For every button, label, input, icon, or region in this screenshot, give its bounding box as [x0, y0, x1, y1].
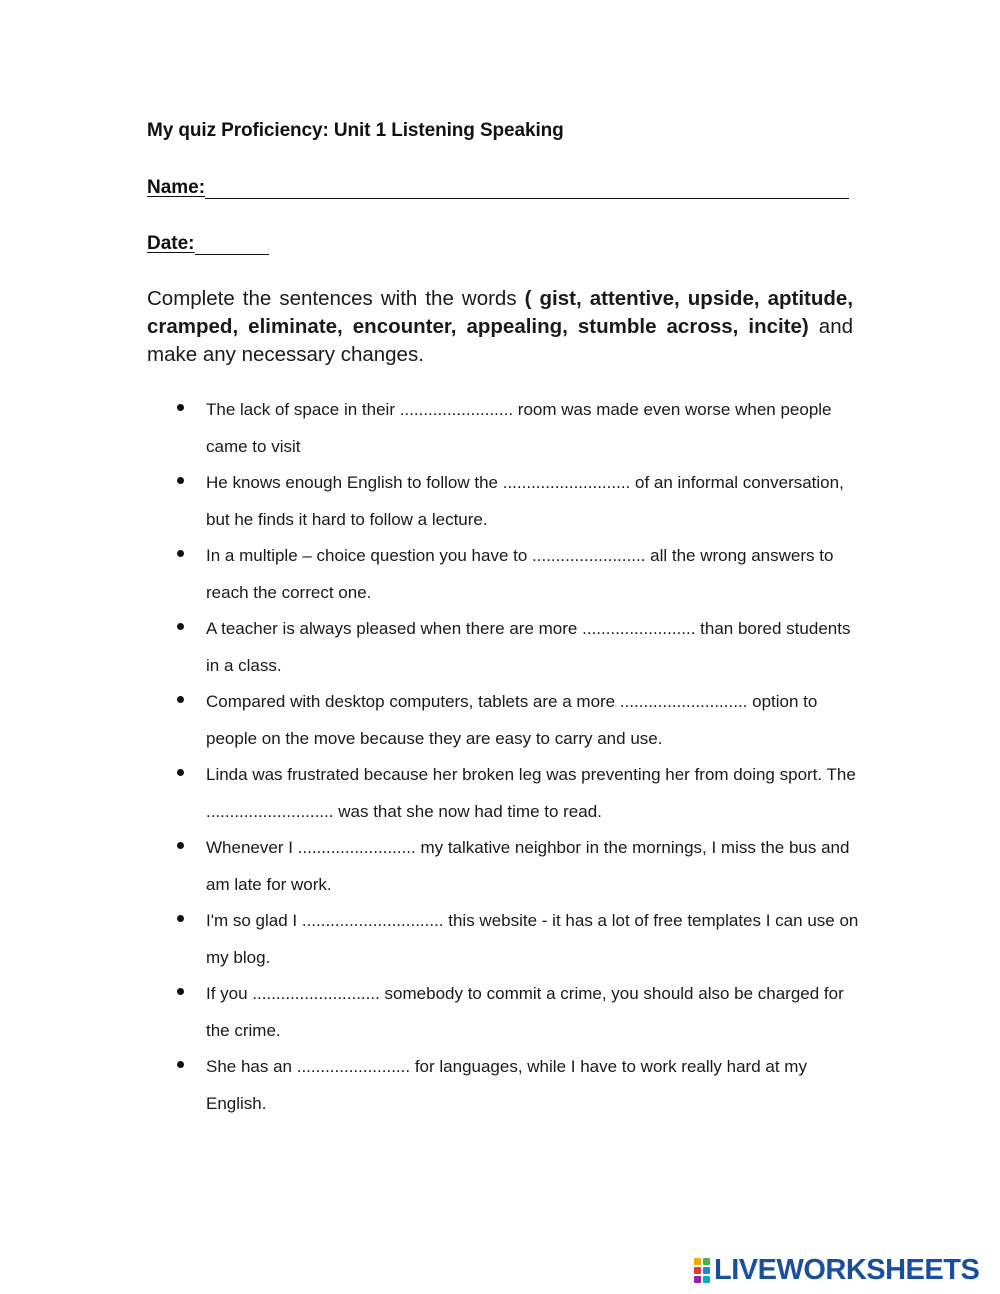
list-item: He knows enough English to follow the ........................... of an informal conversation, but he finds it hard to follow a lecture. [206, 465, 866, 538]
instructions [147, 285, 853, 369]
list-item: She has an ........................ for languages, while I have to work really hard at my English. [206, 1049, 866, 1122]
name-input-line[interactable] [205, 176, 849, 199]
list-item: A teacher is always pleased when there are more ........................ than bored students in a class. [206, 611, 866, 684]
list-item: Whenever I ......................... my talkative neighbor in the mornings, I miss the bus and am late for work. [206, 830, 866, 903]
instruction-tail: and make any necessary changes. [147, 315, 853, 366]
logo-mark-square [703, 1276, 710, 1283]
date-label: Date: [147, 233, 195, 254]
sentence-list [206, 392, 866, 1122]
date-input-line[interactable] [195, 232, 269, 255]
name-label: Name: [147, 177, 206, 198]
list-item: I'm so glad I .............................. this website - it has a lot of free templates I can use on my blog. [206, 903, 866, 976]
logo-text: LIVEWORKSHEETS [714, 1254, 980, 1286]
list-item: Linda was frustrated because her broken leg was preventing her from doing sport. The ........................... was that she now had time to read. [206, 757, 866, 830]
logo-mark-square [694, 1258, 701, 1265]
instruction-lead: Complete the sentences with the words [147, 287, 525, 310]
logo-mark-square [694, 1276, 701, 1283]
logo-mark-square [694, 1267, 701, 1274]
liveworksheets-logo [694, 1254, 979, 1286]
list-item: If you ........................... somebody to commit a crime, you should also be charged for the crime. [206, 976, 866, 1049]
word-bank: ( gist, attentive, upside, aptitude, cramped, eliminate, encounter, appealing, stumble across, incite) [147, 287, 854, 338]
name-field [147, 176, 849, 199]
logo-mark-square [703, 1258, 710, 1265]
logo-mark-square [703, 1267, 710, 1274]
date-field [147, 232, 269, 255]
list-item: In a multiple – choice question you have to ........................ all the wrong answers to reach the correct one. [206, 538, 866, 611]
list-item: The lack of space in their ........................ room was made even worse when people came to visit [206, 392, 866, 465]
logo-mark-icon [694, 1258, 710, 1283]
page-title: My quiz Proficiency: Unit 1 Listening Speaking [147, 120, 564, 141]
list-item: Compared with desktop computers, tablets are a more ........................... option to people on the move because they are easy to carry and use. [206, 684, 866, 757]
